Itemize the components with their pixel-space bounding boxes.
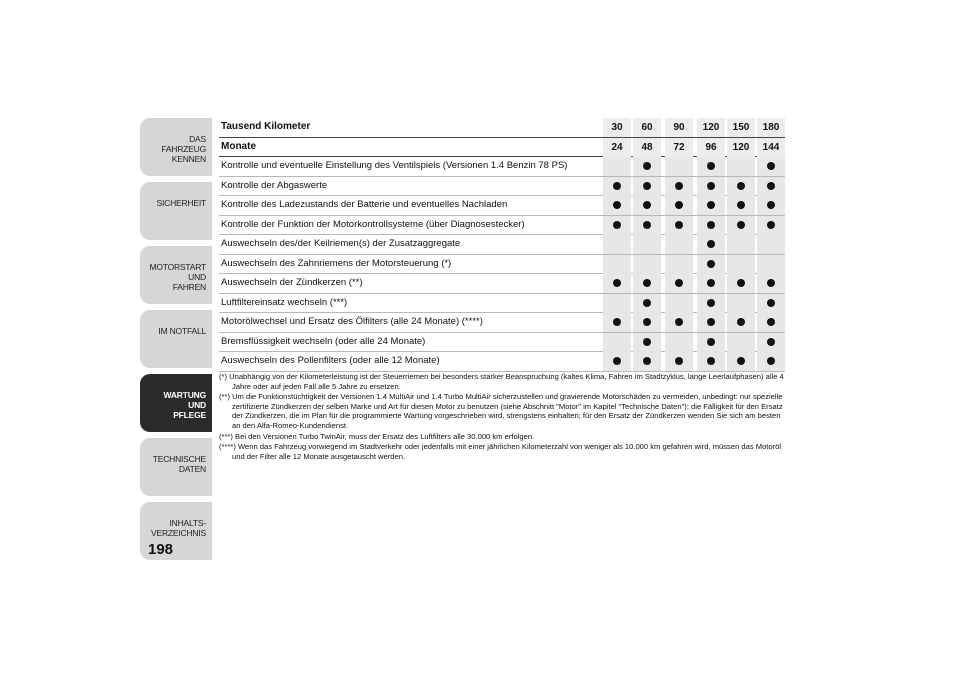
service-due-dot-icon bbox=[707, 260, 715, 268]
km-interval-cell bbox=[633, 118, 661, 137]
schedule-cell bbox=[603, 157, 631, 176]
chapter-tab-label: IM NOTFALL bbox=[158, 326, 206, 336]
schedule-cell bbox=[727, 235, 755, 254]
chapter-tab-label-line2: PFLEGE bbox=[173, 410, 206, 420]
service-due-dot-icon bbox=[643, 162, 651, 170]
table-row bbox=[219, 313, 785, 333]
chapter-tab[interactable] bbox=[140, 438, 212, 496]
schedule-cell bbox=[633, 196, 661, 215]
schedule-cell bbox=[727, 255, 755, 274]
schedule-cell bbox=[727, 196, 755, 215]
schedule-cell bbox=[757, 333, 785, 352]
schedule-cell bbox=[665, 157, 693, 176]
schedule-cell bbox=[633, 352, 661, 371]
schedule-cell bbox=[727, 294, 755, 313]
schedule-cell bbox=[665, 294, 693, 313]
schedule-cell bbox=[603, 196, 631, 215]
schedule-cell bbox=[697, 352, 725, 371]
service-due-dot-icon bbox=[767, 338, 775, 346]
km-interval-value: 180 bbox=[762, 122, 780, 133]
month-interval-value: 48 bbox=[641, 141, 653, 153]
month-interval-value: 24 bbox=[611, 141, 623, 153]
schedule-cell bbox=[633, 333, 661, 352]
schedule-cell bbox=[757, 177, 785, 196]
schedule-cell bbox=[697, 255, 725, 274]
chapter-tab-label: MOTORSTART UND bbox=[149, 262, 206, 282]
service-due-dot-icon bbox=[613, 279, 621, 287]
schedule-cell bbox=[727, 333, 755, 352]
schedule-cell bbox=[665, 216, 693, 235]
service-due-dot-icon bbox=[767, 279, 775, 287]
service-due-dot-icon bbox=[707, 221, 715, 229]
service-due-dot-icon bbox=[675, 318, 683, 326]
schedule-cell bbox=[665, 333, 693, 352]
schedule-cell bbox=[633, 255, 661, 274]
service-item-label: Bremsflüssigkeit wechseln (oder alle 24 Monate) bbox=[221, 335, 426, 347]
service-due-dot-icon bbox=[675, 279, 683, 287]
service-item-label: Kontrolle der Funktion der Motorkontrollsysteme (über Diagnosestecker) bbox=[221, 218, 525, 230]
service-due-dot-icon bbox=[675, 357, 683, 365]
chapter-tab[interactable] bbox=[140, 118, 212, 176]
schedule-cell bbox=[603, 235, 631, 254]
month-interval-cell bbox=[603, 138, 631, 157]
chapter-tab[interactable] bbox=[140, 246, 212, 304]
service-due-dot-icon bbox=[707, 240, 715, 248]
chapter-tab[interactable] bbox=[140, 182, 212, 240]
service-due-dot-icon bbox=[737, 182, 745, 190]
month-interval-value: 96 bbox=[705, 141, 717, 153]
service-due-dot-icon bbox=[643, 357, 651, 365]
service-due-dot-icon bbox=[707, 279, 715, 287]
service-item-label: Kontrolle und eventuelle Einstellung des Ventilspiels (Versionen 1.4 Benzin 78 PS) bbox=[221, 160, 568, 171]
schedule-cell bbox=[727, 157, 755, 176]
schedule-cell bbox=[757, 352, 785, 371]
service-due-dot-icon bbox=[767, 182, 775, 190]
schedule-cell bbox=[633, 235, 661, 254]
header-row-months bbox=[219, 138, 785, 158]
month-interval-value: 144 bbox=[762, 141, 780, 153]
schedule-cell bbox=[727, 274, 755, 293]
service-due-dot-icon bbox=[675, 201, 683, 209]
schedule-cell bbox=[757, 255, 785, 274]
schedule-cell bbox=[697, 313, 725, 332]
service-due-dot-icon bbox=[613, 357, 621, 365]
service-due-dot-icon bbox=[707, 338, 715, 346]
service-due-dot-icon bbox=[643, 279, 651, 287]
service-item-label: Auswechseln des Zahnriemens der Motorsteuerung (*) bbox=[221, 257, 452, 269]
header-row-km bbox=[219, 118, 785, 138]
service-due-dot-icon bbox=[675, 221, 683, 229]
service-due-dot-icon bbox=[707, 162, 715, 170]
chapter-tab-label-line2: FAHREN bbox=[172, 282, 206, 292]
km-interval-value: 30 bbox=[611, 122, 623, 133]
month-interval-cell bbox=[665, 138, 693, 157]
schedule-cell bbox=[757, 294, 785, 313]
chapter-tab-label-line2: VERZEICHNIS bbox=[151, 528, 206, 538]
km-interval-value: 150 bbox=[732, 122, 750, 133]
schedule-cell bbox=[603, 352, 631, 371]
service-due-dot-icon bbox=[643, 221, 651, 229]
month-interval-cell bbox=[633, 138, 661, 157]
service-due-dot-icon bbox=[707, 182, 715, 190]
service-due-dot-icon bbox=[767, 357, 775, 365]
chapter-tab-label: WARTUNG UND bbox=[163, 390, 206, 410]
schedule-cell bbox=[665, 313, 693, 332]
table-row bbox=[219, 235, 785, 255]
month-interval-value: 72 bbox=[673, 141, 685, 153]
month-interval-cell bbox=[757, 138, 785, 157]
footnote: (**) Um die Funktionstüchtigkeit der Versionen 1.4 MultiAir und 1.4 Turbo MultiAir sicherzustellen und gravierende Motorschäden zu vermeiden, unbedingt: nur spezielle zertifizierte Zündkerzen der selben Marke und Art für diesen Motor zu benutzen (siehe Abschnitt "Motor" im Kapitel "Technische Daten"); die Fälligkeit für den Ersatz der Zündkerzen, die im Plan für die programmierte Wartung vorgeschrieben wird, strengstens einhalten; für den Ersatz der Zündkerzen wenden Sie sich am besten an den Alfa-Romeo-Kundendienst. bbox=[219, 392, 783, 430]
service-item-label: Auswechseln des Pollenfilters (oder alle 12 Monate) bbox=[221, 355, 440, 366]
schedule-cell bbox=[665, 274, 693, 293]
service-due-dot-icon bbox=[643, 201, 651, 209]
schedule-cell bbox=[633, 177, 661, 196]
schedule-cell bbox=[757, 216, 785, 235]
schedule-cell bbox=[633, 157, 661, 176]
schedule-cell bbox=[603, 313, 631, 332]
schedule-cell bbox=[603, 333, 631, 352]
service-item-label: Motorölwechsel und Ersatz des Ölfilters (alle 24 Monate) (****) bbox=[221, 316, 483, 327]
schedule-cell bbox=[603, 216, 631, 235]
table-row bbox=[219, 216, 785, 236]
table-row bbox=[219, 157, 785, 177]
schedule-cell bbox=[697, 216, 725, 235]
service-item-label: Kontrolle der Abgaswerte bbox=[221, 179, 328, 191]
service-due-dot-icon bbox=[737, 279, 745, 287]
service-item-label: Kontrolle des Ladezustands der Batterie und eventuelles Nachladen bbox=[221, 199, 508, 210]
header-months-label: Monate bbox=[221, 140, 256, 152]
schedule-cell bbox=[727, 313, 755, 332]
schedule-cell bbox=[727, 216, 755, 235]
schedule-cell bbox=[697, 333, 725, 352]
service-due-dot-icon bbox=[613, 201, 621, 209]
schedule-cell bbox=[603, 177, 631, 196]
service-due-dot-icon bbox=[675, 182, 683, 190]
schedule-cell bbox=[697, 177, 725, 196]
service-due-dot-icon bbox=[643, 182, 651, 190]
table-row bbox=[219, 196, 785, 216]
schedule-cell bbox=[697, 196, 725, 215]
schedule-cell bbox=[757, 274, 785, 293]
schedule-cell bbox=[757, 196, 785, 215]
service-due-dot-icon bbox=[737, 318, 745, 326]
service-due-dot-icon bbox=[737, 221, 745, 229]
schedule-cell bbox=[665, 177, 693, 196]
schedule-cell bbox=[757, 157, 785, 176]
schedule-cell bbox=[665, 196, 693, 215]
schedule-cell bbox=[633, 294, 661, 313]
month-interval-cell bbox=[697, 138, 725, 157]
schedule-cell bbox=[665, 255, 693, 274]
service-due-dot-icon bbox=[643, 318, 651, 326]
service-due-dot-icon bbox=[707, 357, 715, 365]
chapter-tab-label: INHALTS- bbox=[169, 518, 206, 528]
page-number: 198 bbox=[148, 541, 174, 558]
service-due-dot-icon bbox=[737, 201, 745, 209]
service-due-dot-icon bbox=[707, 299, 715, 307]
service-item-label: Luftfiltereinsatz wechseln (***) bbox=[221, 296, 348, 308]
chapter-tab[interactable] bbox=[140, 374, 212, 432]
service-due-dot-icon bbox=[767, 221, 775, 229]
chapter-sidebar bbox=[140, 118, 212, 566]
month-interval-value: 120 bbox=[732, 141, 750, 153]
service-due-dot-icon bbox=[707, 318, 715, 326]
schedule-cell bbox=[757, 235, 785, 254]
chapter-tab-label: DAS FAHRZEUG bbox=[161, 134, 206, 154]
km-interval-cell bbox=[697, 118, 725, 137]
service-due-dot-icon bbox=[767, 318, 775, 326]
schedule-cell bbox=[757, 313, 785, 332]
table-row bbox=[219, 255, 785, 275]
schedule-cell bbox=[697, 274, 725, 293]
service-due-dot-icon bbox=[643, 338, 651, 346]
schedule-cell bbox=[603, 294, 631, 313]
schedule-cell bbox=[665, 352, 693, 371]
schedule-cell bbox=[727, 177, 755, 196]
schedule-cell bbox=[633, 313, 661, 332]
km-interval-value: 60 bbox=[641, 122, 653, 133]
service-item-label: Auswechseln des/der Keilriemen(s) der Zusatzaggregate bbox=[221, 238, 461, 249]
header-km-label: Tausend Kilometer bbox=[221, 121, 311, 132]
km-interval-cell bbox=[757, 118, 785, 137]
service-due-dot-icon bbox=[767, 201, 775, 209]
month-interval-cell bbox=[727, 138, 755, 157]
schedule-cell bbox=[697, 157, 725, 176]
chapter-tab-label: TECHNISCHE DATEN bbox=[152, 454, 206, 474]
service-due-dot-icon bbox=[707, 201, 715, 209]
footnote: (***) Bei den Versionen Turbo TwinAir, muss der Ersatz des Luftfilters alle 30.000 km erfolgen. bbox=[219, 431, 535, 441]
schedule-cell bbox=[697, 235, 725, 254]
km-interval-cell bbox=[603, 118, 631, 137]
chapter-tab[interactable] bbox=[140, 310, 212, 368]
schedule-cell bbox=[697, 294, 725, 313]
service-due-dot-icon bbox=[767, 299, 775, 307]
chapter-tab-label-line2: KENNEN bbox=[171, 154, 206, 164]
table-row bbox=[219, 333, 785, 353]
schedule-cell bbox=[727, 352, 755, 371]
service-due-dot-icon bbox=[613, 221, 621, 229]
schedule-cell bbox=[633, 274, 661, 293]
table-row bbox=[219, 274, 785, 294]
schedule-cell bbox=[603, 274, 631, 293]
km-interval-cell bbox=[727, 118, 755, 137]
km-interval-value: 90 bbox=[673, 122, 685, 133]
chapter-tab-label: SICHERHEIT bbox=[156, 198, 206, 208]
schedule-cell bbox=[603, 255, 631, 274]
service-due-dot-icon bbox=[737, 357, 745, 365]
table-row bbox=[219, 177, 785, 197]
service-due-dot-icon bbox=[643, 299, 651, 307]
service-due-dot-icon bbox=[613, 318, 621, 326]
service-item-label: Auswechseln der Zündkerzen (**) bbox=[221, 277, 363, 288]
km-interval-cell bbox=[665, 118, 693, 137]
footnote: (****) Wenn das Fahrzeug vorwiegend im Stadtverkehr oder jedenfalls mit einer jährlichen Kilometerzahl von weniger als 10.000 km gefahren wird, müssen das Motoröl und der Filter alle 12 Monate ausgetauscht werden. bbox=[219, 442, 782, 461]
maintenance-schedule-table bbox=[219, 118, 785, 372]
km-interval-value: 120 bbox=[702, 122, 720, 133]
schedule-cell bbox=[633, 216, 661, 235]
footnotes bbox=[219, 372, 785, 462]
service-due-dot-icon bbox=[767, 162, 775, 170]
service-due-dot-icon bbox=[613, 182, 621, 190]
schedule-cell bbox=[665, 235, 693, 254]
table-row bbox=[219, 352, 785, 372]
table-row bbox=[219, 294, 785, 314]
footnote: (*) Unabhängig von der Kilometerleistung ist der Steuerriemen bei besonders starker Beanspruchung (kaltes Klima, Fahren im Stadtzyklus, lange Leerlaufphasen) alle 4 Jahre oder auf jeden Fall alle 5 Jahre zu ersetzen. bbox=[219, 372, 784, 391]
